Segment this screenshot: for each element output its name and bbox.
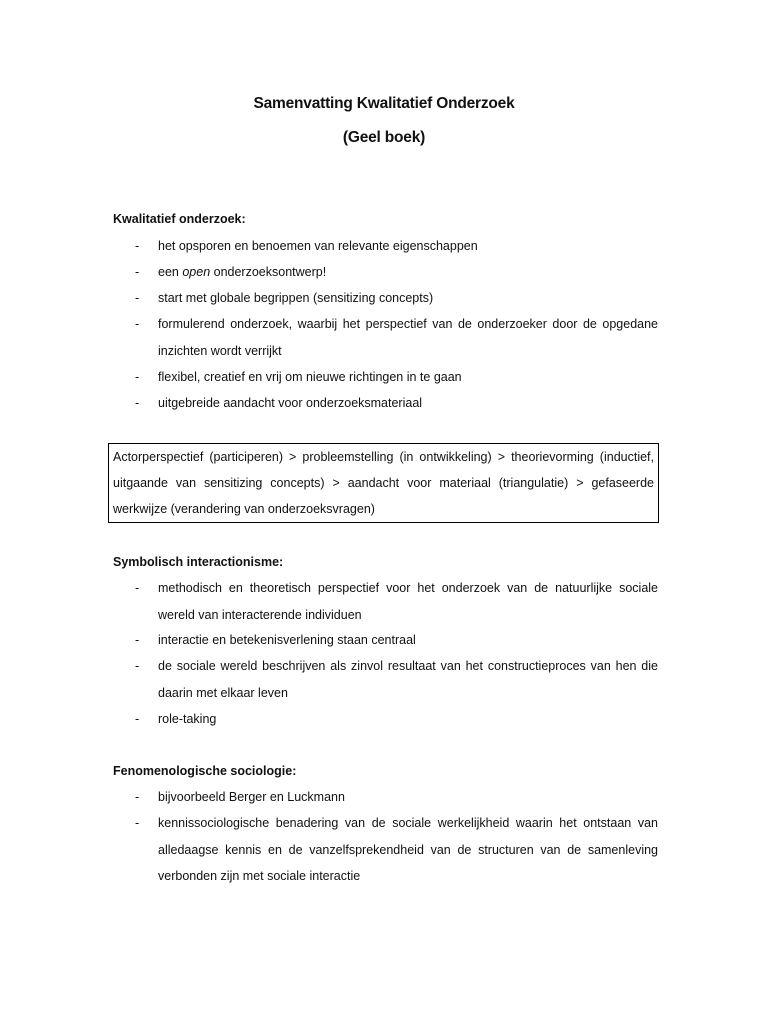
list-item (113, 233, 658, 260)
list-item (113, 390, 658, 417)
list-item-text: uitgebreide aandacht voor onderzoeksmateriaal (158, 396, 423, 410)
list-item-text: het opsporen en benoemen van relevante eigenschappen (158, 239, 478, 253)
bullet-dash: - (135, 712, 140, 726)
list-item (113, 259, 658, 286)
bullet-dash: - (135, 396, 140, 410)
bullet-dash: - (135, 370, 140, 384)
bullet-dash: - (135, 816, 140, 830)
bullet-dash: - (135, 239, 140, 253)
list-item-text: methodisch en theoretisch perspectief voor het onderzoek van de natuurlijke sociale wereld van interacterende individuen (158, 581, 658, 622)
list-item-text: formulerend onderzoek, waarbij het perspectief van de onderzoeker door de opgedane inzichten wordt verrijkt (158, 317, 658, 358)
bullet-dash: - (135, 291, 140, 305)
bullet-dash: - (135, 633, 140, 647)
list-item (113, 285, 658, 312)
list-item (113, 575, 658, 628)
process-summary-box: Actorperspectief (participeren) > probleemstelling (in ontwikkeling) > theorievorming (inductief, uitgaande van sensitizing concepts) > aandacht voor materiaal (triangulatie) > gefaseerde werkwijze (verandering van onderzoeksvragen) (108, 443, 659, 523)
list-item (113, 311, 658, 364)
list-item-text: interactie en betekenisverlening staan centraal (158, 633, 416, 647)
bullet-dash: - (135, 581, 140, 595)
bullet-dash: - (135, 659, 140, 673)
list-item-text: flexibel, creatief en vrij om nieuwe richtingen in te gaan (158, 370, 462, 384)
list-item (113, 627, 658, 654)
list-item (113, 810, 658, 890)
list-item-text: role-taking (158, 712, 217, 726)
list-item-text: de sociale wereld beschrijven als zinvol resultaat van het constructieproces van hen die daarin met elkaar leven (158, 659, 658, 700)
list-item-text (158, 259, 658, 286)
bullet-dash: - (135, 265, 140, 279)
list-item-text: start met globale begrippen (sensitizing concepts) (158, 291, 434, 305)
list-item-text: bijvoorbeeld Berger en Luckmann (158, 790, 345, 804)
bullet-dash: - (135, 317, 140, 331)
list-item-text: kennissociologische benadering van de sociale werkelijkheid waarin het ontstaan van alledaagse kennis en de vanzelfsprekendheid van de structuren van de samenleving verbonden zijn met sociale interactie (158, 816, 658, 883)
list-item-emphasis: open (182, 265, 211, 279)
list-item-text-after: onderzoeksontwerp! (210, 265, 327, 279)
document-subtitle: (Geel boek) (342, 129, 426, 146)
list-item (113, 784, 658, 811)
section-heading-symbolisch: Symbolisch interactionisme: (113, 555, 284, 569)
document-title: Samenvatting Kwalitatief Onderzoek (253, 95, 515, 112)
section-heading-kwalitatief: Kwalitatief onderzoek: (113, 212, 246, 226)
list-item-text-before: een (158, 265, 183, 279)
list-item (113, 653, 658, 706)
bullet-dash: - (135, 790, 140, 804)
list-item (113, 364, 658, 391)
list-item (113, 706, 658, 733)
section-heading-fenomenologisch: Fenomenologische sociologie: (113, 764, 297, 778)
